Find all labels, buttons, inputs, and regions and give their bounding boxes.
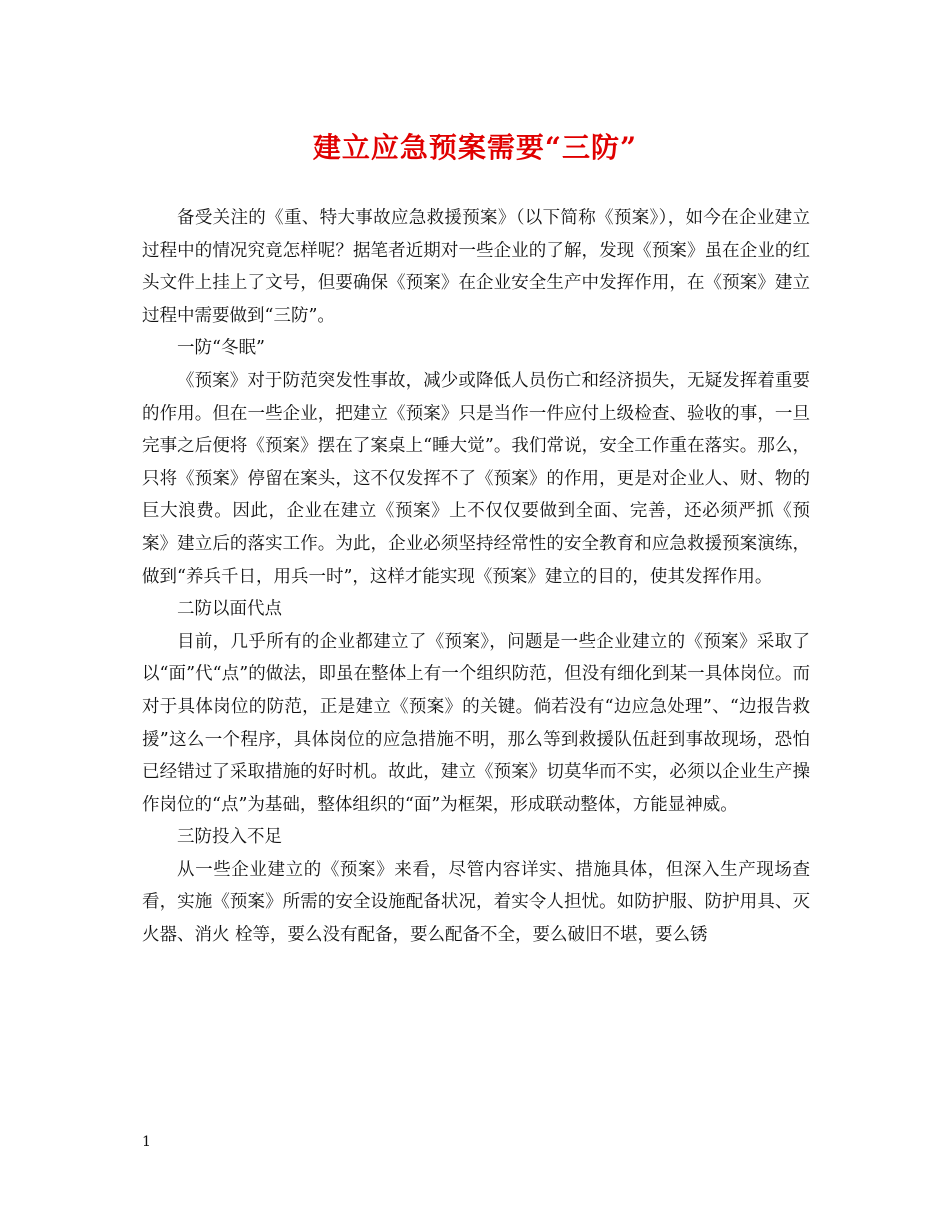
document-title: 建立应急预案需要“三防” (312, 131, 638, 164)
paragraph-section-1: 《预案》对于防范突发性事故，减少或降低人员伤亡和经济损失，无疑发挥着重要的作用。但在一些企业，把建立《预案》只是当作一件应付上级检查、验收的事，一旦完事之后便将《预案》摆在了案桌上“睡大觉”。我们常说，安全工作重在落实。那么，只将《预案》停留在案头，这不仅发挥不了《预案》的作用，更是对企业人、财、物的巨大浪费。因此，企业在建立《预案》上不仅仅要做到全面、完善，还必须严抓《预案》建立后的落实工作。为此，企业必须坚持经常性的安全教育和应急救援预案演练，做到“养兵千日，用兵一时”，这样才能实现《预案》建立的目的，使其发挥作用。 (142, 370, 810, 587)
paragraph-section-3: 从一些企业建立的《预案》来看，尽管内容详实、措施具体，但深入生产现场查看，实施《预案》所需的安全设施配备状况，着实令人担忧。如防护服、防护用具、灭火器、消火 栓等，要么没有配备，要么配备不全，要么破旧不堪，要么锈 (142, 859, 810, 946)
section-heading-2: 二防以面代点 (177, 599, 282, 620)
section-heading-3: 三防投入不足 (177, 827, 282, 848)
paragraph-section-2: 目前，几乎所有的企业都建立了《预案》，问题是一些企业建立的《预案》采取了以“面”代“点”的做法，即虽在整体上有一个组织防范，但没有细化到某一具体岗位。而对于具体岗位的防范，正是建立《预案》的关键。倘若没有“边应急处理”、“边报告救援”这么一个程序，具体岗位的应急措施不明，那么等到救援队伍赶到事故现场，恐怕已经错过了采取措施的好时机。故此，建立《预案》切莫华而不实，必须以企业生产操作岗位的“点”为基础，整体组织的“面”为框架，形成联动整体，方能显神威。 (142, 631, 810, 815)
section-heading-1: 一防“冬眠” (177, 338, 265, 359)
page-number: 1 (142, 1134, 151, 1150)
document-body (142, 202, 810, 952)
paragraph-intro: 备受关注的《重、特大事故应急救援预案》（以下简称《预案》），如今在企业建立过程中的情况究竟怎样呢？据笔者近期对一些企业的了解，发现《预案》虽在企业的红头文件上挂上了文号，但要确保《预案》在企业安全生产中发挥作用，在《预案》建立过程中需要做到“三防”。 (142, 208, 810, 326)
